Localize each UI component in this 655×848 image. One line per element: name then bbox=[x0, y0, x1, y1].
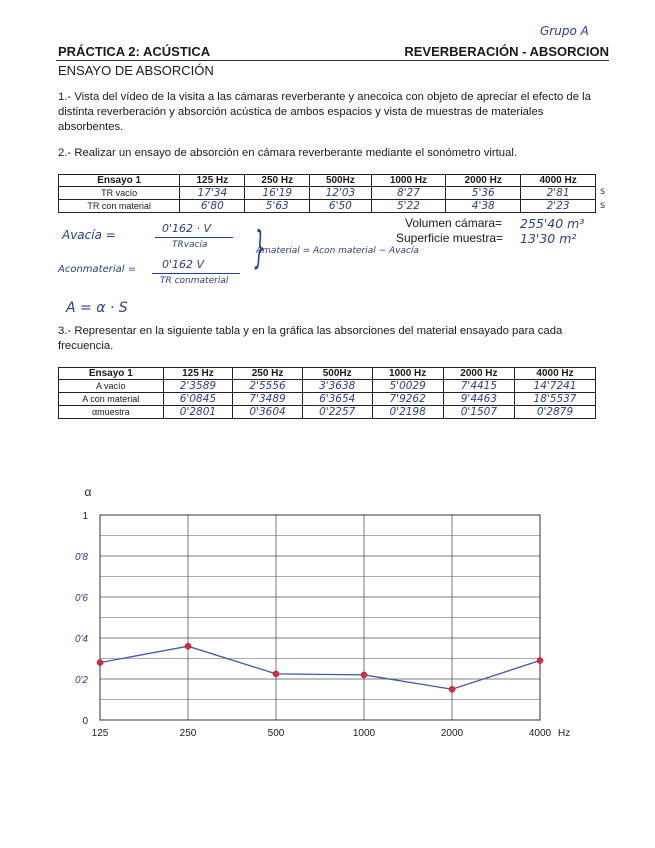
absorption-chart-svg bbox=[0, 470, 655, 750]
table-cell: 5'63 bbox=[245, 200, 310, 213]
table-header-cell: 1000 Hz bbox=[372, 368, 443, 380]
formula-alpha: A = α · S bbox=[66, 300, 128, 316]
table-cell: 0'2257 bbox=[302, 406, 372, 419]
x-tick-label: 500 bbox=[267, 728, 285, 739]
table-row bbox=[59, 393, 596, 406]
table-cell: 6'3654 bbox=[302, 393, 372, 406]
table-header-cell: Ensayo 1 bbox=[59, 368, 164, 380]
row-label: TR con material bbox=[59, 200, 180, 213]
volume-label: Volumen cámara= bbox=[405, 216, 503, 230]
table-cell: 0'2801 bbox=[163, 406, 233, 419]
y-tick-label: 0'6 bbox=[74, 593, 88, 604]
fraction-bar bbox=[155, 237, 233, 238]
table-row bbox=[59, 380, 596, 393]
formula-amaterial: Amaterial = Acon material − Avacía bbox=[256, 246, 419, 256]
table-cell: 18'5537 bbox=[515, 393, 596, 406]
table-cell: 14'7241 bbox=[515, 380, 596, 393]
formula-avacia-lhs: Avacía = bbox=[62, 228, 116, 242]
surface-value: 13'30 m² bbox=[520, 231, 577, 246]
section3-text: 3.- Representar en la siguiente tabla y en la gráfica las absorciones del material ensayado para cada frecuencia. bbox=[58, 325, 563, 352]
x-tick-label: 125 bbox=[91, 728, 109, 739]
table-header-cell: 500Hz bbox=[302, 368, 372, 380]
table-cell: 17'34 bbox=[180, 187, 245, 200]
row-label: αmuestra bbox=[59, 406, 164, 419]
table-cell: 0'2879 bbox=[515, 406, 596, 419]
table-header-cell: Ensayo 1 bbox=[59, 175, 180, 187]
formula-avacia-den: TRvacía bbox=[172, 240, 208, 250]
data-point bbox=[273, 671, 279, 677]
practice-title: PRÁCTICA 2: ACÚSTICA bbox=[58, 44, 211, 59]
practice-topic: REVERBERACIÓN - ABSORCION bbox=[404, 44, 609, 59]
absorption-chart bbox=[0, 470, 655, 750]
formula-amat-num: 0'162 V bbox=[162, 258, 205, 271]
x-tick-label: 2000 bbox=[440, 728, 464, 739]
table-cell: 8'27 bbox=[371, 187, 446, 200]
table-header-cell: 4000 Hz bbox=[521, 175, 596, 187]
table-row bbox=[59, 200, 596, 213]
table-cell: 0'2198 bbox=[372, 406, 443, 419]
data-point bbox=[97, 660, 103, 666]
table-cell: 2'23 bbox=[521, 200, 596, 213]
data-point bbox=[537, 658, 543, 664]
table-cell: 7'3489 bbox=[233, 393, 303, 406]
unit-seconds: s bbox=[600, 186, 606, 197]
table-header-cell: 2000 Hz bbox=[443, 368, 514, 380]
table-header-cell: 4000 Hz bbox=[515, 368, 596, 380]
row-label: TR vacío bbox=[59, 187, 180, 200]
table-header-cell: 125 Hz bbox=[163, 368, 233, 380]
row-label: A vacío bbox=[59, 380, 164, 393]
absorption-table bbox=[58, 367, 596, 419]
table-cell: 2'3589 bbox=[163, 380, 233, 393]
page-subtitle: ENSAYO DE ABSORCIÓN bbox=[58, 63, 214, 78]
section2-text: 2.- Realizar un ensayo de absorción en cámara reverberante mediante el sonómetro virtual. bbox=[58, 147, 518, 159]
table-cell: 2'81 bbox=[521, 187, 596, 200]
table-header-cell: 1000 Hz bbox=[371, 175, 446, 187]
table-cell: 0'1507 bbox=[443, 406, 514, 419]
table-cell: 6'0845 bbox=[163, 393, 233, 406]
table-cell: 2'5556 bbox=[233, 380, 303, 393]
y-tick-label: 0 bbox=[82, 716, 88, 727]
series-line bbox=[100, 646, 540, 689]
y-tick-label: 0'4 bbox=[74, 634, 88, 645]
unit-seconds: s bbox=[600, 200, 606, 211]
formula-amat-den: TR conmaterial bbox=[160, 276, 229, 286]
formula-amat-lhs: Aconmaterial = bbox=[58, 264, 137, 275]
table-cell: 16'19 bbox=[245, 187, 310, 200]
reverb-time-table bbox=[58, 174, 596, 213]
table-cell: 5'0029 bbox=[372, 380, 443, 393]
fraction-bar bbox=[152, 273, 240, 274]
brace: } bbox=[254, 222, 266, 273]
table-cell: 7'4415 bbox=[443, 380, 514, 393]
y-tick-label: 0'2 bbox=[74, 675, 88, 686]
volume-value: 255'40 m³ bbox=[520, 216, 585, 231]
table-cell: 6'50 bbox=[310, 200, 371, 213]
data-point bbox=[185, 643, 191, 649]
table-header-row bbox=[59, 368, 596, 380]
table-header-cell: 125 Hz bbox=[180, 175, 245, 187]
data-point bbox=[361, 672, 367, 678]
row-label: A con material bbox=[59, 393, 164, 406]
table-cell: 7'9262 bbox=[372, 393, 443, 406]
x-tick-label: 1000 bbox=[352, 728, 376, 739]
table-cell: 5'36 bbox=[446, 187, 521, 200]
y-tick-label: 1 bbox=[82, 511, 88, 522]
table-cell: 12'03 bbox=[310, 187, 371, 200]
formula-avacia-num: 0'162 · V bbox=[162, 222, 212, 235]
table-cell: 6'80 bbox=[180, 200, 245, 213]
group-note: Grupo A bbox=[540, 24, 589, 38]
table-row bbox=[59, 406, 596, 419]
x-axis-unit: Hz bbox=[558, 728, 571, 739]
y-tick-label: 0'8 bbox=[74, 552, 88, 563]
header-rule bbox=[56, 60, 609, 61]
table-cell: 0'3604 bbox=[233, 406, 303, 419]
section1-text: 1.- Vista del vídeo de la visita a las cámaras reverberante y anecoica con objeto de apreciar el efecto de la distinta reverberación y absorción acústica de ambos espacios y vista de muestras de materiales absorbentes. bbox=[58, 91, 591, 133]
table-cell: 5'22 bbox=[371, 200, 446, 213]
table-cell: 4'38 bbox=[446, 200, 521, 213]
surface-label: Superficie muestra= bbox=[396, 231, 504, 245]
table-cell: 3'3638 bbox=[302, 380, 372, 393]
y-axis-label: α bbox=[84, 485, 92, 499]
table-header-cell: 2000 Hz bbox=[446, 175, 521, 187]
table-header-row bbox=[59, 175, 596, 187]
table-header-cell: 500Hz bbox=[310, 175, 371, 187]
table-header-cell: 250 Hz bbox=[245, 175, 310, 187]
x-tick-label: 250 bbox=[179, 728, 197, 739]
x-tick-label: 4000 bbox=[528, 728, 552, 739]
table-header-cell: 250 Hz bbox=[233, 368, 303, 380]
table-cell: 9'4463 bbox=[443, 393, 514, 406]
data-point bbox=[449, 686, 455, 692]
table-row bbox=[59, 187, 596, 200]
